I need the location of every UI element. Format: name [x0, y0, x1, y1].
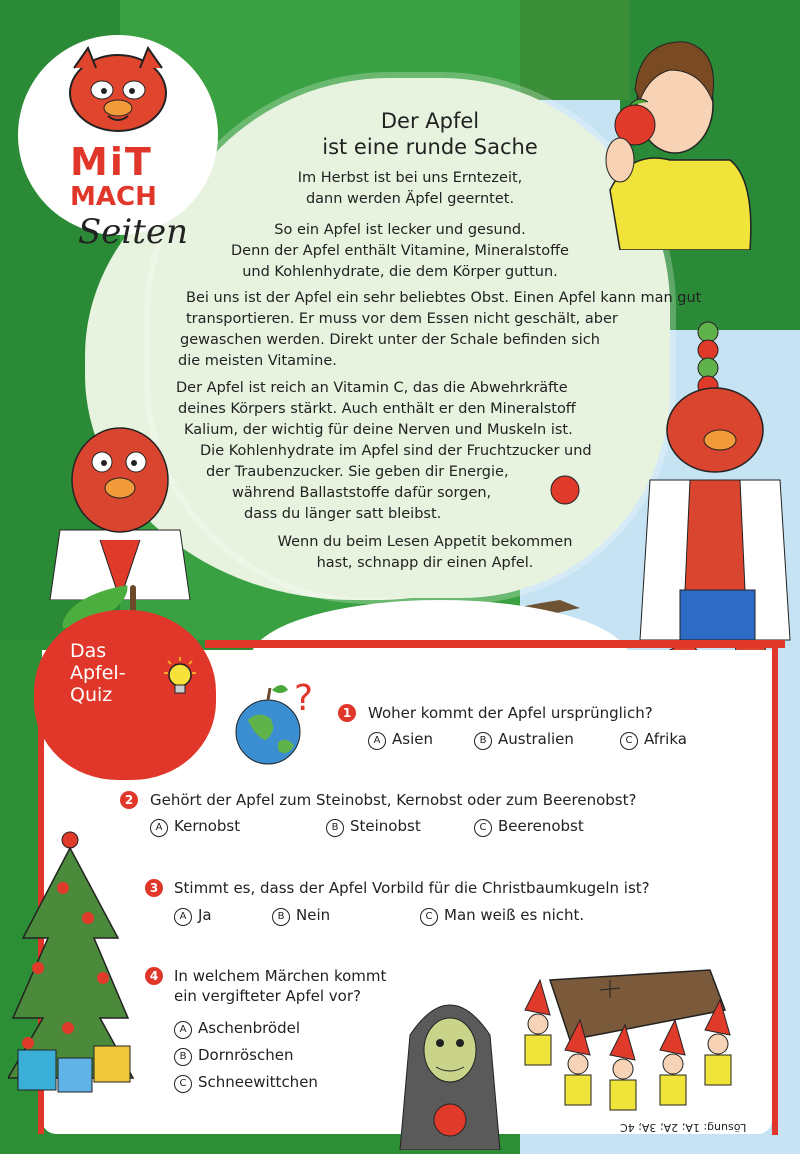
article-title-line-1: Der Apfel — [380, 109, 480, 133]
question-4-option-c[interactable] — [174, 1073, 318, 1093]
option-text: Kernobst — [174, 817, 241, 835]
paragraph-line: transportieren. Er muss vor dem Essen nicht geschält, aber — [186, 311, 618, 327]
option-text: Schneewittchen — [198, 1073, 318, 1091]
question-2-text: Gehört der Apfel zum Steinobst, Kernobst oder zum Beerenobst? — [150, 791, 637, 809]
question-1-option-c[interactable] — [620, 730, 687, 750]
paragraph-line: Der Apfel ist reich an Vitamin C, das die Abwehrkräfte — [176, 380, 568, 396]
question-1-text: Woher kommt der Apfel ursprünglich? — [368, 704, 653, 722]
option-letter: A — [174, 1021, 192, 1039]
lightbulb-icon — [160, 655, 200, 705]
article-paragraph-2 — [200, 220, 600, 283]
option-letter: C — [620, 732, 638, 750]
paragraph-line: Bei uns ist der Apfel ein sehr beliebtes Obst. Einen Apfel kann man gut — [186, 290, 702, 306]
paragraph-line: Im Herbst ist bei uns Erntezeit, — [297, 170, 523, 186]
paragraph-line: hast, schnapp dir einen Apfel. — [316, 555, 534, 571]
question-4-line: ein vergifteter Apfel vor? — [174, 987, 361, 1005]
quiz-border-right — [772, 645, 778, 1135]
paragraph-line: Wenn du beim Lesen Appetit bekommen — [277, 534, 573, 550]
badge-line: Apfel- — [70, 662, 126, 684]
article-paragraph-5 — [270, 532, 580, 574]
question-2-option-b[interactable] — [326, 817, 421, 837]
option-letter: B — [174, 1048, 192, 1066]
boy-eating-apple-illustration — [590, 20, 760, 250]
option-letter: B — [326, 819, 344, 837]
paragraph-line: und Kohlenhydrate, die dem Körper guttun. — [242, 264, 558, 280]
option-text: Afrika — [644, 730, 687, 748]
paragraph-line: gewaschen werden. Direkt unter der Schale befinden sich — [180, 332, 600, 348]
paragraph-line: So ein Apfel ist lecker und gesund. — [274, 222, 526, 238]
option-letter: A — [174, 908, 192, 926]
question-4-option-b[interactable] — [174, 1046, 293, 1066]
logo-text-mit: MiT — [70, 140, 153, 184]
question-3-option-a[interactable] — [174, 906, 212, 926]
badge-line: Quiz — [70, 684, 113, 706]
quiz-border-top — [205, 640, 785, 648]
paragraph-line: dass du länger satt bleibst. — [244, 506, 442, 522]
paragraph-line: während Ballaststoffe dafür sorgen, — [232, 485, 492, 501]
logo-text-seiten: Seiten — [78, 212, 188, 252]
option-text: Nein — [296, 906, 331, 924]
option-letter: C — [420, 908, 438, 926]
paragraph-line: Kalium, der wichtig für deine Nerven und Muskeln ist. — [184, 422, 573, 438]
question-4-text — [174, 966, 386, 1006]
paragraph-line: Die Kohlenhydrate im Apfel sind der Fruchtzucker und — [200, 443, 592, 459]
question-4-line: In welchem Märchen kommt — [174, 967, 387, 985]
question-1-option-a[interactable] — [368, 730, 433, 750]
option-text: Aschenbrödel — [198, 1019, 301, 1037]
option-text: Steinobst — [350, 817, 421, 835]
question-3-option-b[interactable] — [272, 906, 330, 926]
question-3-number: 3 — [145, 879, 163, 897]
quiz-badge-text — [70, 640, 126, 706]
option-letter: A — [368, 732, 386, 750]
question-1-option-b[interactable] — [474, 730, 574, 750]
article-paragraph-1 — [280, 168, 540, 210]
option-text: Asien — [392, 730, 433, 748]
article-title — [280, 108, 580, 160]
question-3-text: Stimmt es, dass der Apfel Vorbild für die Christbaumkugeln ist? — [174, 879, 650, 897]
option-letter: A — [150, 819, 168, 837]
option-text: Man weiß es nicht. — [444, 906, 585, 924]
dwarfs-with-coffin-illustration — [510, 960, 750, 1130]
question-4-number: 4 — [145, 967, 163, 985]
option-text: Australien — [498, 730, 574, 748]
option-text: Ja — [198, 906, 212, 924]
option-text: Beerenobst — [498, 817, 584, 835]
question-4-option-a[interactable] — [174, 1019, 300, 1039]
paragraph-line: der Traubenzucker. Sie geben dir Energie, — [206, 464, 509, 480]
globe-apple-icon — [228, 670, 338, 770]
question-3-option-c[interactable] — [420, 906, 584, 926]
quiz-solution: Lösung: 1A; 2A; 3A; 4C — [620, 1121, 747, 1134]
question-2-number: 2 — [120, 791, 138, 809]
witch-with-apple-illustration — [390, 975, 510, 1150]
paragraph-line: deines Körpers stärkt. Auch enthält er den Mineralstoff — [178, 401, 576, 417]
article-title-line-2: ist eine runde Sache — [322, 135, 538, 159]
question-1-number: 1 — [338, 704, 356, 722]
logo-text-mach: MACH — [70, 182, 157, 212]
christmas-tree-illustration — [8, 828, 138, 1108]
option-text: Dornröschen — [198, 1046, 294, 1064]
article-paragraph-3 — [178, 288, 738, 372]
paragraph-line: die meisten Vitamine. — [178, 353, 337, 369]
question-2-option-a[interactable] — [150, 817, 240, 837]
svg-text:?: ? — [294, 678, 314, 719]
badge-line: Das — [70, 640, 107, 662]
cat-mascot-icon — [58, 38, 178, 138]
article-paragraph-4 — [176, 378, 616, 525]
question-2-option-c[interactable] — [474, 817, 584, 837]
option-letter: B — [272, 908, 290, 926]
option-letter: C — [174, 1075, 192, 1093]
option-letter: B — [474, 732, 492, 750]
paragraph-line: dann werden Äpfel geerntet. — [305, 191, 515, 207]
paragraph-line: Denn der Apfel enthält Vitamine, Mineralstoffe — [231, 243, 569, 259]
option-letter: C — [474, 819, 492, 837]
